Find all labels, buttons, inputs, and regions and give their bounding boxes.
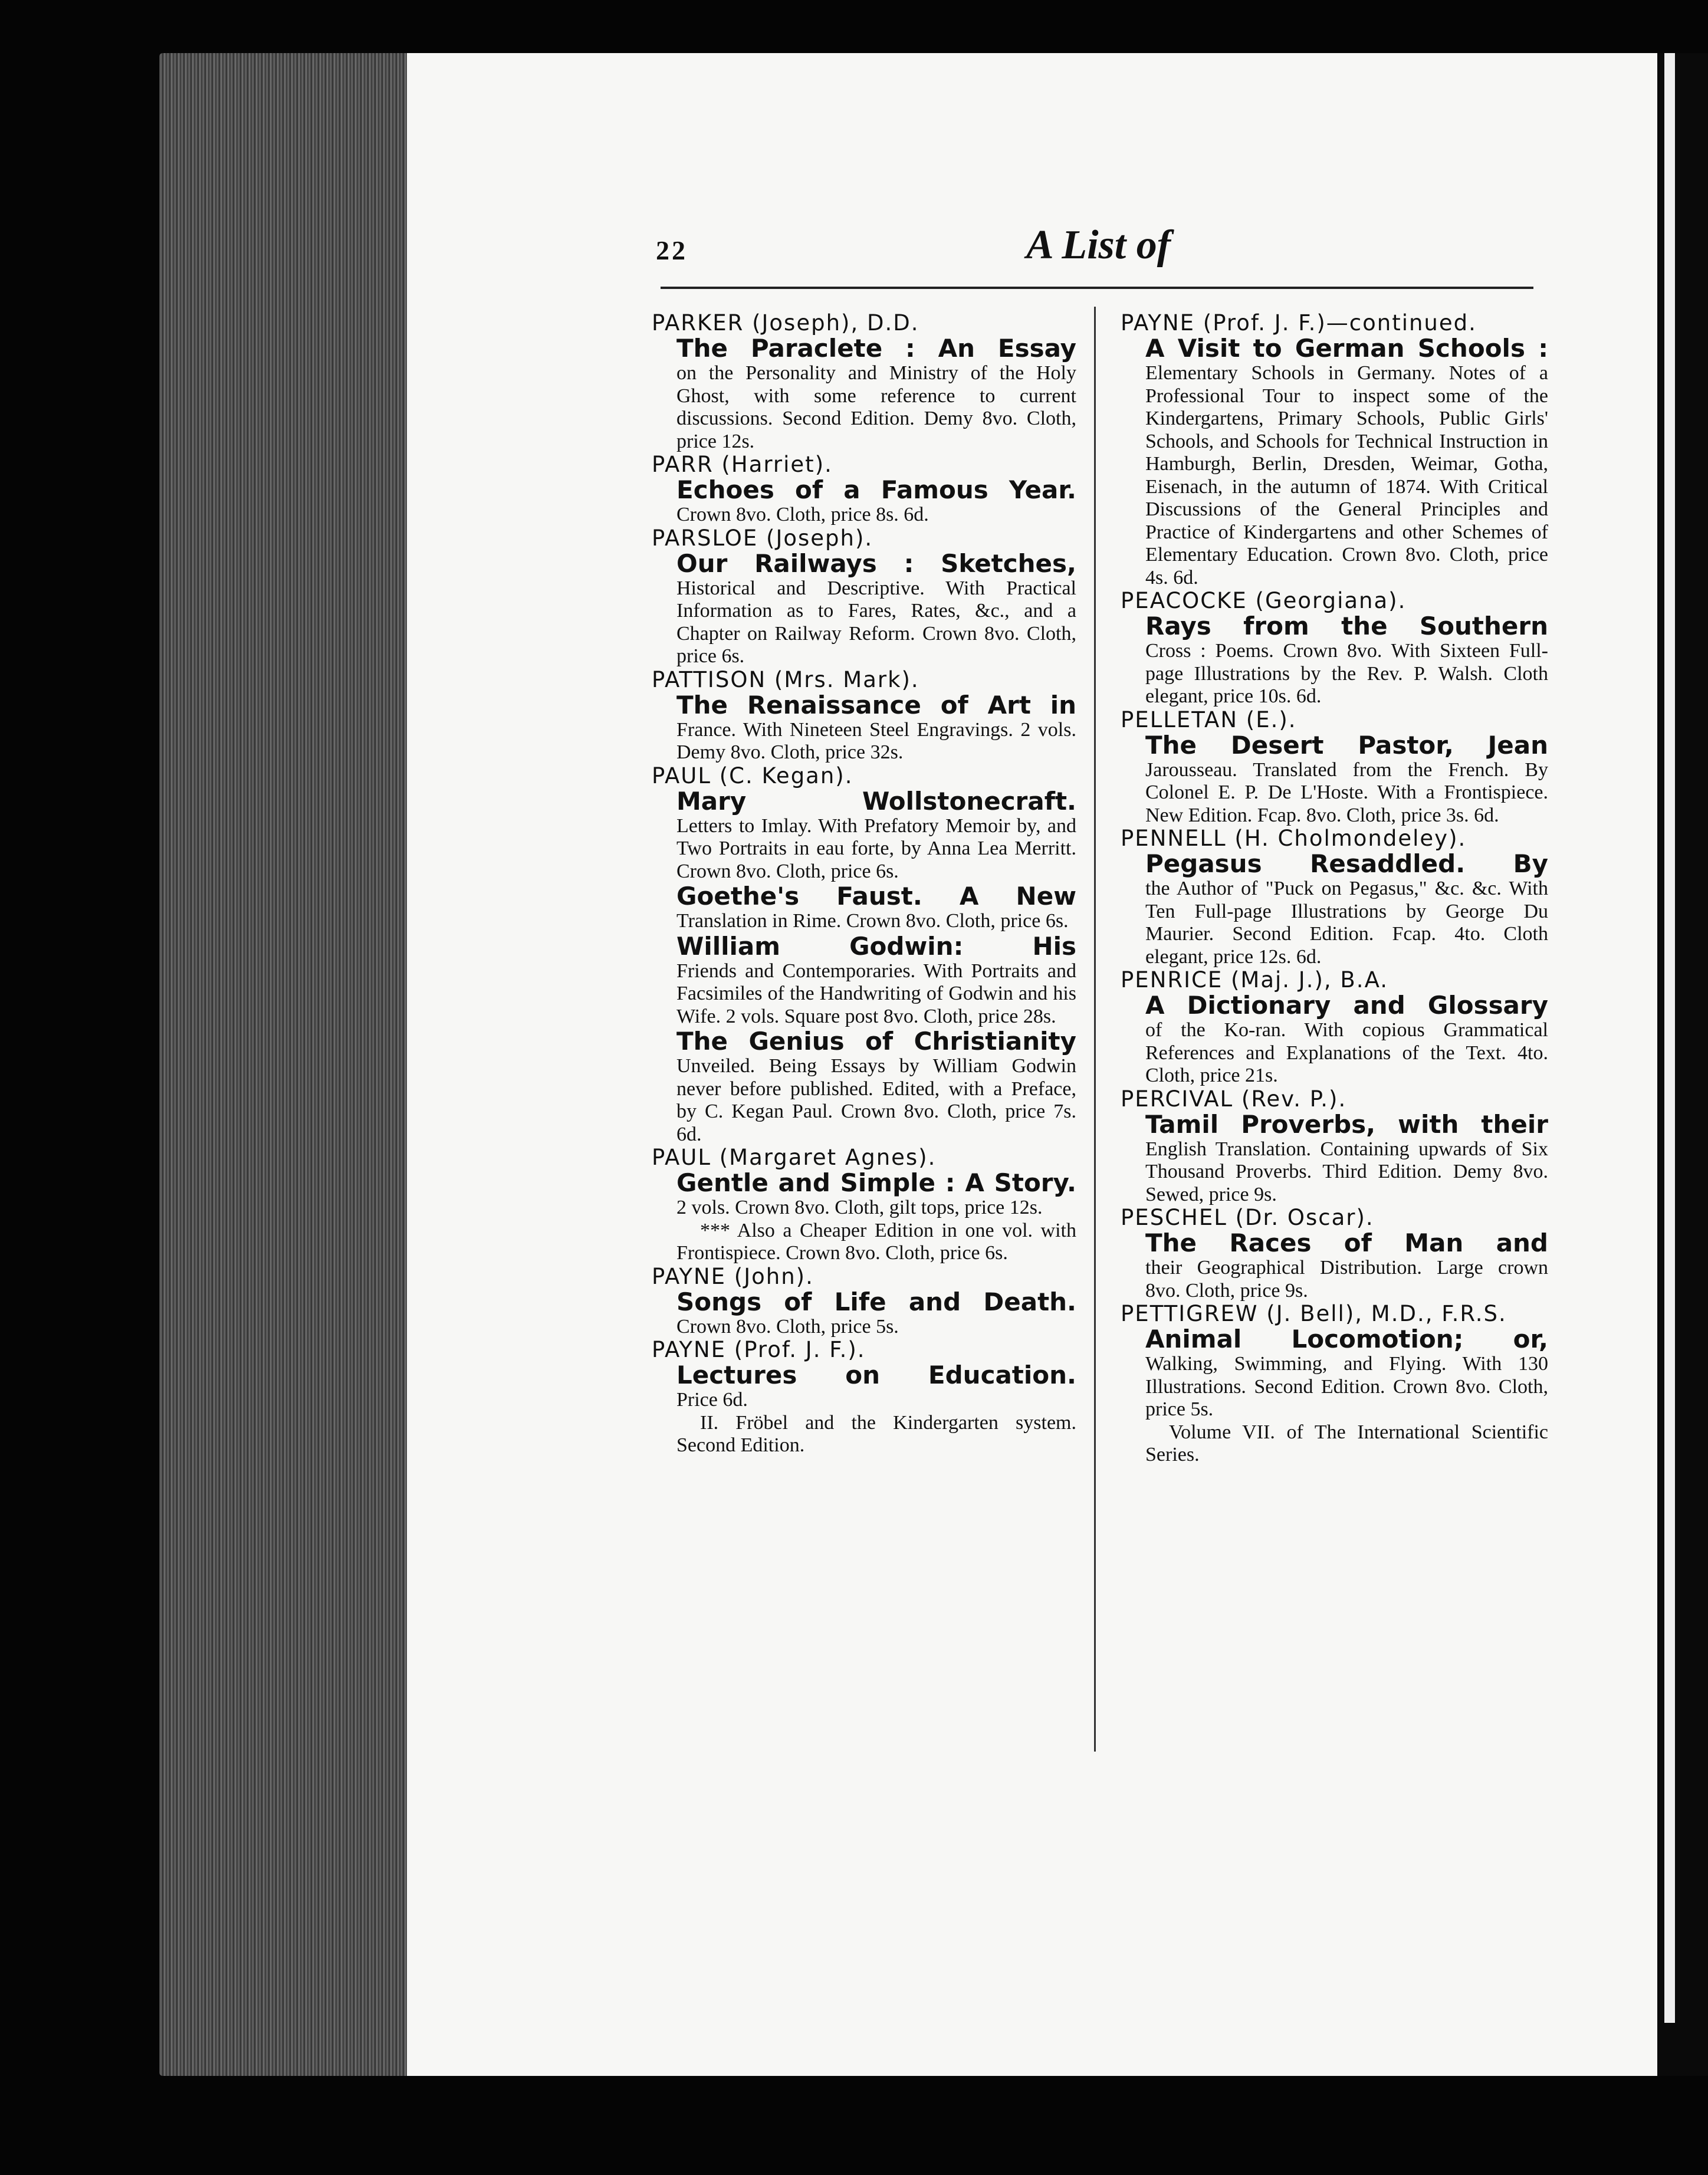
work-description: the Author of "Puck on Pegasus," &c. &c. With Ten Full-page Illustrations by George Du Maurier. Second Edition. Fcap. 4to. Cloth elegant, price 12s. 6d.: [1145, 878, 1548, 968]
work-note: *** Also a Cheaper Edition in one vol. with Frontispiece. Crown 8vo. Cloth, price 6s.: [676, 1219, 1076, 1264]
column-divider: [1094, 307, 1096, 1752]
work-description: of the Ko-ran. With copious Grammatical References and Explanations of the Text. 4to. Cloth, price 21s.: [1145, 1019, 1548, 1086]
work-title: The Paraclete : An Essay: [676, 334, 1076, 363]
catalogue-entry: [652, 668, 1076, 764]
author-heading: PESCHEL (Dr. Oscar).: [1121, 1205, 1374, 1230]
work-description: Historical and Descriptive. With Practical Information as to Fares, Rates, &c., and a Chapter on Railway Reform. Crown 8vo. Cloth, price 6s.: [676, 577, 1076, 667]
catalogue-entry: [1121, 827, 1548, 968]
author-heading: PENNELL (H. Cholmondeley).: [1121, 826, 1467, 851]
work-title: The Desert Pastor, Jean: [1145, 730, 1548, 760]
work-description: Letters to Imlay. With Prefatory Memoir by, and Two Portraits in eau forte, by Anna Lea Merritt. Crown 8vo. Cloth, price 6s.: [676, 814, 1076, 882]
catalogue-entry: [652, 1338, 1076, 1457]
author-heading: PAYNE (John).: [652, 1263, 814, 1289]
header-rule: [661, 287, 1533, 289]
catalogue-entry: [652, 1265, 1076, 1339]
catalogue-entry: [652, 527, 1076, 668]
running-head: A List of: [1026, 222, 1171, 268]
catalogue-entry: [652, 1146, 1076, 1265]
work-description: Price 6d.: [676, 1389, 748, 1411]
catalogue-entry: [1121, 1206, 1548, 1302]
work-title: Mary Wollstonecraft.: [676, 786, 1076, 816]
work-title: Tamil Proverbs, with their: [1145, 1109, 1548, 1139]
right-column: [1121, 311, 1548, 1467]
work-description: France. With Nineteen Steel Engravings. 2 vols. Demy 8vo. Cloth, price 32s.: [676, 718, 1076, 763]
author-heading: PAUL (C. Kegan).: [652, 763, 853, 788]
work-title: Pegasus Resaddled. By: [1145, 849, 1548, 878]
author-heading: PARSLOE (Joseph).: [652, 525, 873, 551]
author-heading: PARR (Harriet).: [652, 452, 833, 477]
work-description: Crown 8vo. Cloth, price 5s.: [676, 1315, 899, 1338]
author-heading: PATTISON (Mrs. Mark).: [652, 666, 919, 692]
work-note: Volume VII. of The International Scientific Series.: [1145, 1421, 1548, 1466]
work-description: Translation in Rime. Crown 8vo. Cloth, price 6s.: [676, 910, 1069, 932]
work-description: 2 vols. Crown 8vo. Cloth, gilt tops, price 12s.: [676, 1197, 1043, 1218]
author-heading: PELLETAN (E.).: [1121, 707, 1297, 732]
work-title: Echoes of a Famous Year.: [676, 475, 1076, 504]
catalogue-entry: [1121, 311, 1548, 589]
work-title: The Races of Man and: [1145, 1228, 1548, 1257]
work-title: Lectures on Education.: [676, 1361, 1076, 1389]
catalogue-entry: [652, 311, 1076, 453]
work-title: A Visit to German Schools :: [1145, 334, 1548, 363]
work-description: Walking, Swimming, and Flying. With 130 Illustrations. Second Edition. Crown 8vo. Cloth, price 5s.: [1145, 1353, 1548, 1420]
work-title: Animal Locomotion; or,: [1145, 1325, 1548, 1353]
work-title: William Godwin: His: [676, 931, 1076, 961]
author-heading: PARKER (Joseph), D.D.: [652, 310, 919, 336]
work-title: Songs of Life and Death.: [676, 1287, 1076, 1316]
work-description: English Translation. Containing upwards of Six Thousand Proverbs. Third Edition. Demy 8vo. Sewed, price 9s.: [1145, 1138, 1548, 1205]
work-description: Jarousseau. Translated from the French. By Colonel E. P. De L'Hoste. With a Frontispiece. New Edition. Fcap. 8vo. Cloth, price 3s. 6d.: [1145, 758, 1548, 826]
author-heading: PETTIGREW (J. Bell), M.D., F.R.S.: [1121, 1301, 1507, 1326]
work-title: The Genius of Christianity: [676, 1027, 1076, 1056]
author-heading: PEACOCKE (Georgiana).: [1121, 588, 1407, 613]
work-title: The Renaissance of Art in: [676, 690, 1076, 719]
work-title: Rays from the Southern: [1145, 612, 1548, 640]
author-heading: PENRICE (Maj. J.), B.A.: [1121, 967, 1388, 993]
work-description: Elementary Schools in Germany. Notes of a Professional Tour to inspect some of the Kindergartens, Primary Schools, Public Girls' Schools, and Schools for Technical Instruction in Hamburgh, Berlin, Dresden, Weimar, Gotha, Eisenach, in the autumn of 1874. With Critical Discussions of the General Principles and Practice of Kindergartens and other Schemes of Elementary Education. Crown 8vo. Cloth, price 4s. 6d.: [1145, 362, 1548, 589]
catalogue-entry: [1121, 1088, 1548, 1207]
page-number: 22: [656, 235, 688, 265]
left-column: [652, 311, 1076, 1457]
work-title: A Dictionary and Glossary: [1145, 991, 1548, 1020]
work-description: Cross : Poems. Crown 8vo. With Sixteen Full-page Illustrations by the Rev. P. Walsh. Cloth elegant, price 10s. 6d.: [1145, 640, 1548, 707]
catalogue-entry: [1121, 1302, 1548, 1467]
book-page-edges: [159, 53, 407, 2076]
work-title: Our Railways : Sketches,: [676, 548, 1076, 578]
catalogue-entry: [652, 453, 1076, 527]
author-heading: PAYNE (Prof. J. F.).: [652, 1337, 866, 1362]
work-title: Gentle and Simple : A Story.: [676, 1168, 1076, 1197]
catalogue-entry: [652, 764, 1076, 1146]
catalogue-entry: [1121, 968, 1548, 1088]
work-description: Unveiled. Being Essays by William Godwin never before published. Edited, with a Preface, by C. Kegan Paul. Crown 8vo. Cloth, price 7s. 6d.: [676, 1055, 1076, 1145]
author-heading: PAUL (Margaret Agnes).: [652, 1145, 937, 1170]
catalogue-entry: [1121, 589, 1548, 708]
work-description: Crown 8vo. Cloth, price 8s. 6d.: [676, 504, 929, 525]
author-heading: PAYNE (Prof. J. F.)—continued.: [1121, 310, 1477, 336]
catalogue-entry: [1121, 708, 1548, 827]
work-description: Friends and Contemporaries. With Portraits and Facsimiles of the Handwriting of Godwin and his Wife. 2 vols. Square post 8vo. Cloth, price 28s.: [676, 960, 1076, 1027]
work-note: II. Fröbel and the Kindergarten system. Second Edition.: [676, 1411, 1076, 1456]
work-description: their Geographical Distribution. Large crown 8vo. Cloth, price 9s.: [1145, 1257, 1548, 1302]
facing-page-strip: [1664, 53, 1675, 2023]
work-title: Goethe's Faust. A New: [676, 882, 1076, 911]
author-heading: PERCIVAL (Rev. P.).: [1121, 1086, 1347, 1112]
work-description: on the Personality and Ministry of the Holy Ghost, with some reference to current discussions. Second Edition. Demy 8vo. Cloth, price 12s.: [676, 362, 1076, 452]
